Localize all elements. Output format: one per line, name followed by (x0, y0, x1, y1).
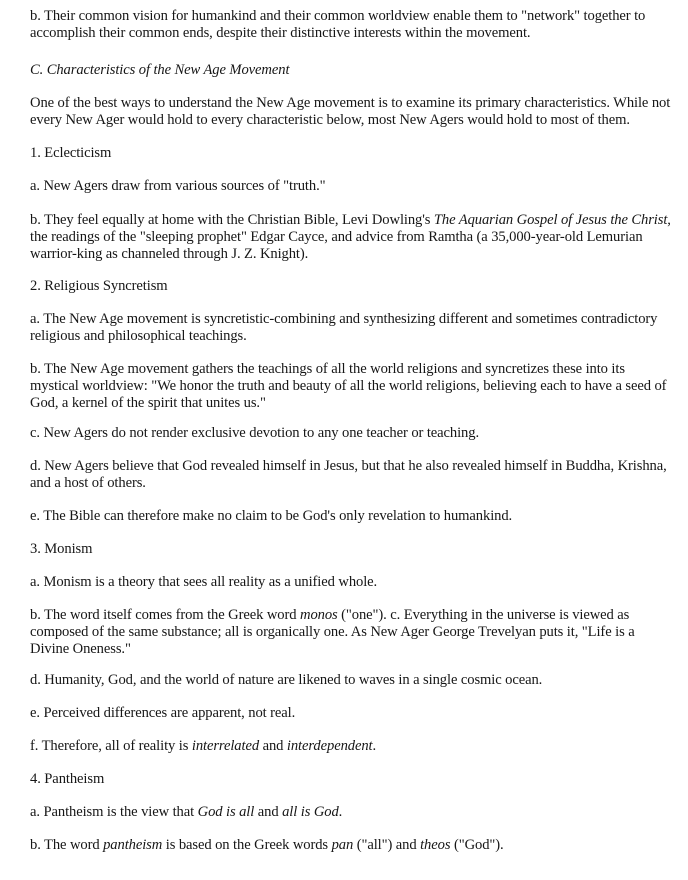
item-2b: b. The New Age movement gathers the teachings of all the world religions and syncretizes these into its mystical worldview: "We honor the truth and beauty of all the world religions, believing each to have a seed of God, a kernel of the spirit that unites us." (30, 361, 667, 411)
section-heading-characteristics: C. Characteristics of the New Age Movement (30, 62, 290, 78)
item-2c: c. New Agers do not render exclusive devotion to any one teacher or teaching. (30, 425, 480, 441)
item-4b: b. The word pantheism is based on the Greek words pan ("all") and theos ("God"). (30, 837, 504, 853)
item-3b: b. The word itself comes from the Greek word monos ("one"). c. Everything in the universe is viewed as composed of the same substance; all is organically one. As New Ager George Trevelyan puts it, "Life is a Divine Oneness." (30, 607, 635, 657)
heading-religious-syncretism: 2. Religious Syncretism (30, 278, 168, 294)
paragraph-network: b. Their common vision for humankind and their common worldview enable them to "network" together to accomplish their common ends, despite their distinctive interests within the movement. (30, 8, 646, 41)
heading-pantheism: 4. Pantheism (30, 771, 105, 787)
paragraph-intro: One of the best ways to understand the New Age movement is to examine its primary characteristics. While not every New Ager would hold to every characteristic below, most New Agers would hold to most of them. (30, 95, 671, 128)
item-4a: a. Pantheism is the view that God is all and all is God. (30, 804, 343, 820)
item-3f: f. Therefore, all of reality is interrelated and interdependent. (30, 738, 377, 754)
item-3d: d. Humanity, God, and the world of nature are likened to waves in a single cosmic ocean. (30, 672, 543, 688)
item-2d: d. New Agers believe that God revealed himself in Jesus, but that he also revealed himself in Buddha, Krishna, and a host of others. (30, 458, 667, 491)
item-3e: e. Perceived differences are apparent, not real. (30, 705, 296, 721)
item-3a: a. Monism is a theory that sees all reality as a unified whole. (30, 574, 378, 590)
item-1b: b. They feel equally at home with the Christian Bible, Levi Dowling's The Aquarian Gospel of Jesus the Christ, the readings of the "sleeping prophet" Edgar Cayce, and advice from Ramtha (a 35,000-year-old Lemurian warrior-king as channeled through J. Z. Knight). (30, 212, 671, 262)
heading-monism: 3. Monism (30, 541, 93, 557)
item-1a: a. New Agers draw from various sources of "truth." (30, 178, 326, 194)
item-2e: e. The Bible can therefore make no claim to be God's only revelation to humankind. (30, 508, 513, 524)
heading-eclecticism: 1. Eclecticism (30, 145, 112, 161)
item-2a: a. The New Age movement is syncretistic-combining and synthesizing different and sometimes contradictory religious and philosophical teachings. (30, 311, 658, 344)
